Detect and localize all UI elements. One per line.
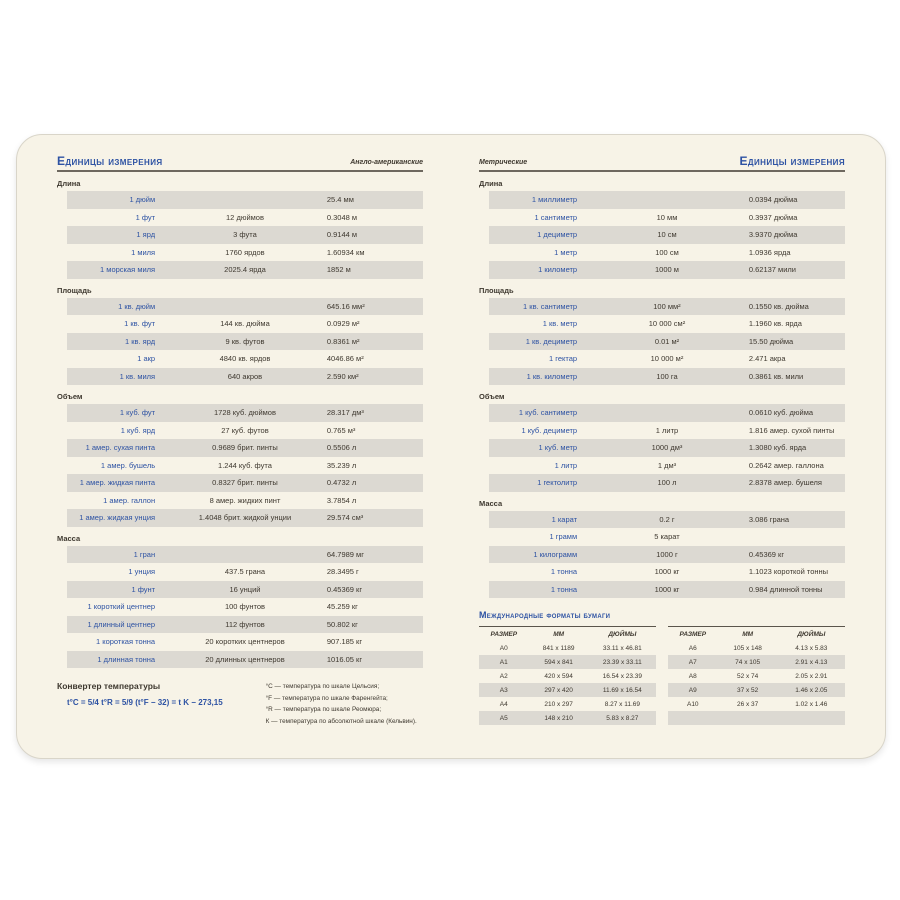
cell-value: 0.45369 кг <box>326 584 363 594</box>
page-right <box>451 135 885 758</box>
section-label: Масса <box>57 533 81 543</box>
paper-table-row <box>479 711 656 725</box>
cell-unit: 1 амер. галлон <box>103 495 156 505</box>
cell-unit: 1 сантиметр <box>534 212 578 222</box>
cell-value: 0.1550 кв. дюйма <box>748 301 809 311</box>
table-row <box>489 315 845 333</box>
temperature-formula: t°C = 5/4 t°R = 5/9 (t°F − 32) = t K − 273,15 <box>67 698 223 707</box>
table-row <box>67 244 423 262</box>
paper-table-row <box>479 641 656 655</box>
table-row <box>489 350 845 368</box>
cell-equivalent: 20 коротких центнеров <box>205 637 285 647</box>
cell-size-inches: 5.83 x 8.27 <box>606 714 639 722</box>
cell-value: 0.0929 м² <box>326 319 360 329</box>
cell-value: 1.3080 куб. ярда <box>748 443 807 453</box>
cell-size-inches: 2.05 x 2.91 <box>795 672 828 680</box>
cell-size-inches: 1.46 x 2.05 <box>795 686 828 694</box>
paper-header-cell: РАЗМЕР <box>679 630 707 638</box>
cell-unit: 1 кв. километр <box>526 371 578 381</box>
paper-table-header-row <box>479 626 656 641</box>
cell-equivalent: 9 кв. футов <box>225 336 265 346</box>
page-title: Единицы измерения <box>739 154 845 168</box>
section-label: Длина <box>479 179 503 188</box>
cell-unit: 1 куб. сантиметр <box>518 408 578 418</box>
cell-unit: 1 карат <box>551 514 578 524</box>
cell-size-name: A6 <box>688 644 697 652</box>
cell-unit: 1 амер. бушель <box>100 460 156 470</box>
temperature-converter-left <box>57 678 266 727</box>
paper-formats-tables <box>479 626 845 725</box>
table-row <box>67 439 423 457</box>
cell-unit: 1 унция <box>128 567 156 577</box>
cell-equivalent: 144 кв. дюйма <box>220 319 270 329</box>
cell-value: 0.4732 л <box>326 478 357 488</box>
paper-table-row <box>479 697 656 711</box>
table-row <box>67 509 423 527</box>
cell-equivalent: 1728 куб. дюймов <box>214 408 276 418</box>
cell-value: 0.3861 кв. мили <box>748 371 804 381</box>
paper-table-row <box>479 669 656 683</box>
table-row <box>489 244 845 262</box>
cell-equivalent: 1000 кг <box>654 584 680 594</box>
cell-equivalent: 0.9689 брит. пинты <box>212 443 278 453</box>
table-row <box>489 457 845 475</box>
cell-equivalent: 5 карат <box>654 532 680 542</box>
table-row <box>67 581 423 599</box>
section-label: Масса <box>479 498 503 508</box>
cell-unit: 1 тонна <box>550 584 578 594</box>
cell-size-inches: 1.02 x 1.46 <box>795 700 828 708</box>
table-row <box>67 350 423 368</box>
cell-value: 1.1960 кв. ярда <box>748 319 802 329</box>
notebook-spread <box>16 134 886 759</box>
cell-unit: 1 метр <box>554 247 578 257</box>
cell-unit: 1 амер. сухая пинта <box>85 443 156 453</box>
cell-size-mm: 841 x 1189 <box>542 644 575 652</box>
cell-value: 0.3048 м <box>326 212 358 222</box>
table-row <box>67 492 423 510</box>
table-row <box>67 474 423 492</box>
cell-value: 15.50 дюйма <box>748 336 794 346</box>
page-left <box>17 135 451 758</box>
cell-equivalent: 640 акров <box>227 371 263 381</box>
table-row <box>67 651 423 669</box>
cell-equivalent: 1000 кг <box>654 567 680 577</box>
cell-equivalent: 1.244 куб. фута <box>218 460 272 470</box>
cell-equivalent: 1.4048 брит. жидкой унции <box>198 513 292 523</box>
page-subtitle: Метрические <box>479 159 528 167</box>
page-right-header <box>479 155 845 172</box>
cell-value: 28.3495 г <box>326 567 359 577</box>
section-label: Объем <box>57 392 83 401</box>
cell-value: 0.2642 амер. галлона <box>748 460 824 470</box>
cell-value: 35.239 л <box>326 460 357 470</box>
cell-equivalent: 16 унций <box>229 584 261 594</box>
section-table <box>489 404 845 492</box>
table-row <box>67 457 423 475</box>
table-row <box>67 563 423 581</box>
cell-unit: 1 длинная тонна <box>97 654 156 664</box>
cell-unit: 1 дециметр <box>537 230 578 240</box>
cell-value: 0.765 м³ <box>326 425 356 435</box>
cell-equivalent: 0.8327 брит. пинты <box>212 478 278 488</box>
cell-value: 0.0610 куб. дюйма <box>748 408 814 418</box>
temperature-converter <box>57 678 423 727</box>
paper-header-cell: ММ <box>553 630 565 638</box>
table-row <box>489 209 845 227</box>
cell-unit: 1 куб. дециметр <box>521 425 578 435</box>
paper-formats-title: Международные форматы бумаги <box>479 610 611 620</box>
cell-value: 3.9370 дюйма <box>748 230 798 240</box>
cell-unit: 1 кв. миля <box>119 371 156 381</box>
paper-header-cell: РАЗМЕР <box>490 630 518 638</box>
table-row <box>489 226 845 244</box>
cell-value: 1.60934 км <box>326 247 365 257</box>
paper-header-cell: ДЮЙМЫ <box>797 630 826 638</box>
paper-header-cell: ММ <box>742 630 754 638</box>
cell-equivalent: 10 мм <box>656 212 678 222</box>
cell-value: 1.0936 ярда <box>748 247 791 257</box>
temperature-note: °F — температура по шкале Фаренгейта; <box>265 694 388 702</box>
section-table <box>489 191 845 279</box>
cell-value: 3.7854 л <box>326 495 357 505</box>
section-table <box>67 191 423 279</box>
cell-size-mm: 52 x 74 <box>736 672 759 680</box>
table-row <box>67 226 423 244</box>
left-unit-tables <box>57 179 423 668</box>
cell-equivalent: 100 фунтов <box>224 602 266 612</box>
paper-table-row <box>668 655 845 669</box>
table-row <box>67 422 423 440</box>
cell-unit: 1 тонна <box>550 567 578 577</box>
cell-size-mm: 37 x 52 <box>736 686 759 694</box>
cell-size-mm: 297 x 420 <box>544 686 573 694</box>
table-row <box>489 404 845 422</box>
paper-table-row <box>668 683 845 697</box>
section-table <box>67 404 423 527</box>
cell-value: 0.8361 м² <box>326 336 360 346</box>
table-row <box>489 261 845 279</box>
cell-equivalent: 112 фунтов <box>225 619 265 629</box>
paper-table-row <box>479 655 656 669</box>
paper-table-row <box>479 683 656 697</box>
cell-equivalent: 1000 м <box>655 265 679 275</box>
cell-equivalent: 3 фута <box>233 230 257 240</box>
paper-table-row <box>668 641 845 655</box>
paper-table-row <box>668 711 845 725</box>
cell-value: 3.086 грана <box>748 514 790 524</box>
paper-header-cell: ДЮЙМЫ <box>608 630 637 638</box>
cell-equivalent: 100 л <box>657 478 677 488</box>
cell-size-name: A2 <box>499 672 508 680</box>
table-row <box>67 616 423 634</box>
section-label: Объем <box>479 392 505 401</box>
cell-equivalent: 1760 ярдов <box>225 247 265 257</box>
cell-equivalent: 27 куб. футов <box>221 425 269 435</box>
cell-unit: 1 ярд <box>136 230 156 240</box>
cell-size-name: A8 <box>688 672 697 680</box>
cell-unit: 1 гектолитр <box>537 478 578 488</box>
cell-value: 64.7989 мг <box>326 549 364 559</box>
cell-equivalent: 100 мм² <box>653 301 681 311</box>
cell-unit: 1 амер. жидкая унция <box>79 513 156 523</box>
cell-size-inches: 16.54 x 23.39 <box>602 672 643 680</box>
temperature-converter-title: Конвертер температуры <box>57 681 161 691</box>
cell-unit: 1 длинный центнер <box>87 619 156 629</box>
table-row <box>67 209 423 227</box>
cell-equivalent: 1 дм³ <box>657 460 677 470</box>
paper-table-header-row <box>668 626 845 641</box>
cell-unit: 1 куб. метр <box>538 443 578 453</box>
cell-size-inches: 8.27 x 11.69 <box>604 700 640 708</box>
table-row <box>489 191 845 209</box>
table-row <box>489 546 845 564</box>
cell-size-inches: 4.13 x 5.83 <box>795 644 828 652</box>
cell-size-mm: 594 x 841 <box>544 658 573 666</box>
section-table <box>489 298 845 386</box>
cell-size-name: A7 <box>688 658 697 666</box>
cell-unit: 1 гран <box>133 549 156 559</box>
cell-size-name: A10 <box>686 700 699 708</box>
cell-size-mm: 420 x 594 <box>544 672 573 680</box>
cell-value: 0.62137 мили <box>748 265 796 275</box>
cell-value: 0.3937 дюйма <box>748 212 798 222</box>
cell-unit: 1 фунт <box>131 584 156 594</box>
cell-value: 4046.86 м² <box>326 354 364 364</box>
paper-table-row <box>668 669 845 683</box>
cell-value: 1.816 амер. сухой пинты <box>748 425 835 435</box>
temperature-note: °R — температура по шкале Реомюра; <box>265 706 382 714</box>
cell-size-mm: 74 x 105 <box>735 658 761 666</box>
cell-unit: 1 кв. дециметр <box>525 336 578 346</box>
cell-unit: 1 километр <box>538 265 578 275</box>
cell-equivalent: 100 см <box>655 247 679 257</box>
cell-value: 2.471 акра <box>748 354 786 364</box>
cell-size-name: A4 <box>499 700 508 708</box>
cell-unit: 1 акр <box>137 354 156 364</box>
paper-table-a0-a5 <box>479 626 656 725</box>
section-label: Длина <box>57 179 81 188</box>
page-left-header <box>57 155 423 172</box>
table-row <box>489 298 845 316</box>
cell-unit: 1 кв. метр <box>542 319 578 329</box>
cell-value: 0.5506 л <box>326 443 357 453</box>
cell-size-mm: 148 x 210 <box>544 714 573 722</box>
cell-unit: 1 гектар <box>549 354 578 364</box>
table-row <box>67 191 423 209</box>
cell-value: 2.8378 амер. бушеля <box>748 478 822 488</box>
cell-size-inches: 33.11 x 46.81 <box>602 644 642 652</box>
cell-equivalent: 10 000 см² <box>648 319 686 329</box>
cell-unit: 1 куб. фут <box>119 408 156 418</box>
cell-equivalent: 12 дюймов <box>226 212 264 222</box>
cell-unit: 1 миля <box>131 247 156 257</box>
cell-value: 907.185 кг <box>326 637 363 647</box>
table-row <box>67 315 423 333</box>
table-row <box>67 368 423 386</box>
cell-equivalent: 0.01 м² <box>654 336 680 346</box>
cell-unit: 1 короткий центнер <box>87 602 156 612</box>
right-unit-tables <box>479 179 845 598</box>
paper-table-row <box>668 697 845 711</box>
section-table <box>489 511 845 599</box>
table-row <box>489 581 845 599</box>
cell-value: 0.9144 м <box>326 230 358 240</box>
cell-value: 1.1023 короткой тонны <box>748 567 829 577</box>
cell-size-inches: 11.69 x 16.54 <box>602 686 642 694</box>
cell-unit: 1 кв. сантиметр <box>523 301 578 311</box>
cell-value: 45.259 кг <box>326 602 358 612</box>
cell-value: 1016.05 кг <box>326 654 363 664</box>
table-row <box>489 528 845 546</box>
cell-equivalent: 437.5 грана <box>224 567 266 577</box>
cell-size-name: A0 <box>499 644 508 652</box>
cell-size-mm: 26 x 37 <box>736 700 759 708</box>
temperature-note: К — температура по абсолютной шкале (Кельвин). <box>265 717 417 725</box>
section-label: Площадь <box>57 285 92 295</box>
table-row <box>67 598 423 616</box>
cell-equivalent: 20 длинных центнеров <box>205 654 285 664</box>
cell-value: 25.4 мм <box>326 195 354 205</box>
cell-size-inches: 2.91 x 4.13 <box>795 658 828 666</box>
cell-size-name: A9 <box>688 686 697 694</box>
cell-unit: 1 фут <box>135 212 156 222</box>
cell-unit: 1 амер. жидкая пинта <box>79 478 156 488</box>
cell-value: 50.802 кг <box>326 619 358 629</box>
table-row <box>489 333 845 351</box>
cell-equivalent: 1 литр <box>655 425 679 435</box>
cell-value: 0.45369 кг <box>748 549 785 559</box>
cell-unit: 1 короткая тонна <box>95 637 156 647</box>
cell-equivalent: 100 га <box>656 371 678 381</box>
page-title: Единицы измерения <box>57 154 163 168</box>
cell-value: 28.317 дм³ <box>326 408 364 418</box>
table-row <box>489 422 845 440</box>
cell-value: 645.16 мм² <box>326 301 365 311</box>
cell-equivalent: 1000 дм³ <box>651 443 683 453</box>
cell-equivalent: 10 см <box>657 230 677 240</box>
cell-size-inches: 23.39 x 33.11 <box>602 658 642 666</box>
cell-value: 2.590 км² <box>326 371 359 381</box>
cell-value: 1852 м <box>326 265 351 275</box>
table-row <box>489 511 845 529</box>
table-row <box>489 439 845 457</box>
cell-equivalent: 2025.4 ярда <box>224 265 266 275</box>
cell-unit: 1 кв. фут <box>124 319 156 329</box>
cell-value: 0.0394 дюйма <box>748 195 798 205</box>
table-row <box>67 298 423 316</box>
cell-equivalent: 0.2 г <box>659 514 675 524</box>
table-row <box>489 563 845 581</box>
cell-value: 29.574 см³ <box>326 513 364 523</box>
cell-size-name: A5 <box>499 714 508 722</box>
temperature-note: °C — температура по шкале Цельсия; <box>265 683 380 690</box>
cell-unit: 1 кв. дюйм <box>118 301 156 311</box>
cell-size-mm: 105 x 148 <box>733 644 762 652</box>
cell-unit: 1 килограмм <box>533 549 578 559</box>
temperature-notes <box>266 678 423 727</box>
section-label: Площадь <box>479 285 514 295</box>
cell-equivalent: 1000 г <box>656 549 678 559</box>
cell-size-name: A3 <box>499 686 508 694</box>
cell-unit: 1 литр <box>554 460 578 470</box>
section-table <box>67 546 423 669</box>
table-row <box>489 474 845 492</box>
table-row <box>67 261 423 279</box>
cell-equivalent: 10 000 м² <box>650 354 684 364</box>
page-subtitle: Англо-американские <box>350 159 423 167</box>
paper-table-a6-a10 <box>668 626 845 725</box>
cell-unit: 1 грамм <box>549 532 578 542</box>
cell-equivalent: 4840 кв. ярдов <box>219 354 271 364</box>
cell-unit: 1 куб. ярд <box>120 425 156 435</box>
table-row <box>489 368 845 386</box>
cell-unit: 1 дюйм <box>129 195 156 205</box>
paper-formats <box>479 610 845 725</box>
cell-size-mm: 210 x 297 <box>544 700 573 708</box>
cell-equivalent: 8 амер. жидких пинт <box>209 495 281 505</box>
cell-unit: 1 миллиметр <box>531 195 578 205</box>
cell-value: 0.984 длинной тонны <box>748 584 823 594</box>
cell-size-name: A1 <box>499 658 508 666</box>
table-row <box>67 546 423 564</box>
table-row <box>67 404 423 422</box>
cell-unit: 1 кв. ярд <box>124 336 156 346</box>
table-row <box>67 333 423 351</box>
cell-unit: 1 морская миля <box>100 265 156 275</box>
table-row <box>67 633 423 651</box>
section-table <box>67 298 423 386</box>
